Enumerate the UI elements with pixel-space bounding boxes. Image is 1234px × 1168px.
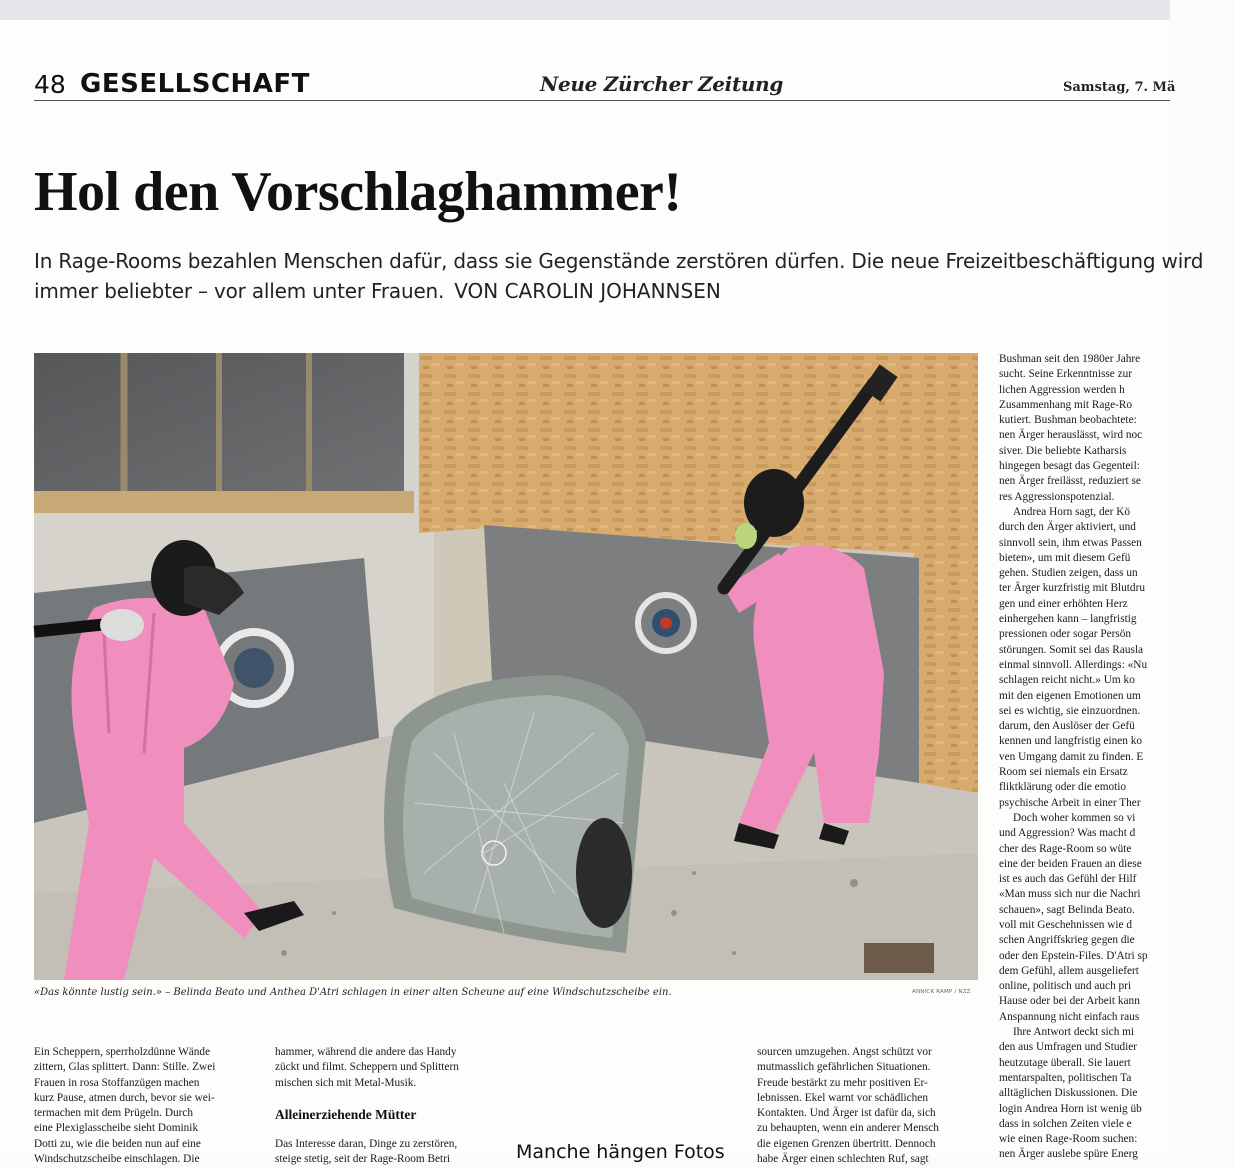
article-lead xyxy=(34,246,1234,306)
text-line: Windschutzscheibe einschlagen. Die xyxy=(34,1153,200,1166)
text-line: heutzutage überall. Sie lauert xyxy=(999,1056,1131,1069)
text-line: login Andrea Horn ist wenig üb xyxy=(999,1102,1142,1115)
text-line: mentarspalten, politischen Ta xyxy=(999,1071,1132,1084)
text-line: nen Ärger herauslässt, wird noc xyxy=(999,429,1143,442)
text-line: Zusammenhang mit Rage-Ro xyxy=(999,398,1133,411)
text-line: alltäglichen Diskussionen. Die xyxy=(999,1087,1138,1100)
text-line: kutiert. Bushman beobachtete: xyxy=(999,414,1137,427)
newspaper-masthead: Neue Zürcher Zeitung xyxy=(540,72,784,96)
text-line: oder den Epstein-Files. D'Atri sp xyxy=(999,949,1148,962)
text-line: voll mit Geschehnissen wie d xyxy=(999,918,1133,931)
text-line: den aus Umfragen und Studier xyxy=(999,1041,1138,1054)
column-2-continued xyxy=(275,1137,457,1168)
byline: VON CAROLIN JOHANNSEN xyxy=(454,279,721,303)
photo-caption: «Das könnte lustig sein.» – Belinda Beato und Anthea D'Atri schlagen in einer alten Scheune auf eine Windschutzscheibe ein. xyxy=(34,987,672,998)
text-line: Das Interesse daran, Dinge zu zerstören, xyxy=(275,1138,458,1150)
text-line: pressionen oder sogar Persön xyxy=(999,628,1132,641)
top-strip xyxy=(0,0,1170,20)
text-line: nen Ärger auslebe spüre Energ xyxy=(999,1148,1138,1161)
tyre xyxy=(576,818,632,928)
section-title: GESELLSCHAFT xyxy=(80,69,310,99)
text-line: mit den eigenen Emotionen um xyxy=(999,689,1141,702)
pull-quote: Manche hängen Fotos xyxy=(516,1141,725,1163)
rage-room-photo xyxy=(34,353,978,980)
text-line: kurz Pause, atmen durch, bevor sie wei- xyxy=(34,1091,215,1104)
text-line: ven Umgang damit zu finden. E xyxy=(999,750,1144,763)
text-line: und Aggression? Was macht d xyxy=(999,827,1136,840)
text-line: Ein Scheppern, sperrholzdünne Wände xyxy=(34,1046,211,1058)
text-line: hammer, während die andere das Handy xyxy=(275,1046,457,1058)
text-line: gen und einer erhöhten Herz xyxy=(999,597,1128,610)
text-line: durch den Ärger aktiviert, und xyxy=(999,521,1136,534)
text-line: Room sei niemals ein Ersatz xyxy=(999,766,1128,779)
text-line: mischen sich mit Metal-Musik. xyxy=(275,1076,417,1089)
text-line: schen Angriffskrieg gegen die xyxy=(999,934,1135,947)
text-line: online, politisch und auch pri xyxy=(999,980,1132,993)
text-line: störungen. Somit sei das Rausla xyxy=(999,643,1144,656)
right-column xyxy=(999,352,1199,1163)
text-line: schauen», sagt Belinda Beato. xyxy=(999,903,1135,916)
article-photo xyxy=(34,353,978,980)
text-line: Dotti zu, wie die beiden nun auf eine xyxy=(34,1137,201,1150)
text-line: Hause oder bei der Arbeit kann xyxy=(999,995,1140,1008)
text-line: Kontakten. Und Ärger ist dafür da, sich xyxy=(757,1107,936,1120)
text-line: eine Plexiglasscheibe sieht Dominik xyxy=(34,1122,199,1135)
text-line: sei es wichtig, sie einzuordnen. xyxy=(999,704,1141,717)
text-line: einhergehen kann – langfristig xyxy=(999,613,1137,626)
text-line: schlagen reicht nicht.» Um ko xyxy=(999,674,1135,687)
text-line: termachen mit dem Prügeln. Durch xyxy=(34,1107,194,1120)
text-line: Freude bestärkt zu mehr positiven Er- xyxy=(757,1076,928,1089)
text-line: habe Ärger einen schlechten Ruf, sagt xyxy=(757,1153,929,1166)
text-line: cher des Rage-Room so wüte xyxy=(999,842,1132,855)
text-line: Frauen in rosa Stoffanzügen machen xyxy=(34,1076,200,1089)
text-line: kennen und langfristig einen ko xyxy=(999,735,1143,748)
text-line: wie einen Rage-Room suchen: xyxy=(999,1133,1138,1146)
text-line: Andrea Horn sagt, der Kö xyxy=(1013,505,1131,518)
text-line: mutmasslich gefährlichen Situationen. xyxy=(757,1061,931,1074)
header-rule xyxy=(34,100,1170,101)
text-line: res Aggressionspotenzial. xyxy=(999,490,1115,503)
text-line: ter Ärger kurzfristig mit Blutdru xyxy=(999,582,1145,595)
column-2 xyxy=(275,1045,497,1091)
photo-credit: ANNICK RAMP / NZZ xyxy=(912,989,971,995)
text-line: gehen. Studien zeigen, dass un xyxy=(999,567,1138,580)
text-line: hingegen besagt das Gegenteil: xyxy=(999,460,1140,473)
text-line: Ihre Antwort deckt sich mi xyxy=(1013,1026,1135,1039)
text-line: Anspannung nicht einfach raus xyxy=(999,1010,1140,1023)
text-line: dem Gefühl, allem ausgeliefert xyxy=(999,964,1139,977)
text-line: siver. Die beliebte Katharsis xyxy=(999,444,1127,457)
text-line: steige stetig, seit der Rage-Room Betri xyxy=(275,1153,451,1166)
text-line: zittern, Glas splittert. Dann: Stille. Zwei xyxy=(34,1061,216,1074)
text-line: sucht. Seine Erkenntnisse zur xyxy=(999,368,1133,381)
text-line: die eigenen Grenzen übertritt. Dennoch xyxy=(757,1137,936,1150)
text-line: eine der beiden Frauen an diese xyxy=(999,857,1142,870)
text-line: Bushman seit den 1980er Jahre xyxy=(999,353,1141,365)
text-line: sourcen umzugehen. Angst schützt vor xyxy=(757,1046,932,1058)
text-line: fliktklärung oder die emotio xyxy=(999,781,1127,794)
text-line: darum, den Auslöser der Gefü xyxy=(999,720,1135,733)
text-line: dass in solchen Zeiten viele e xyxy=(999,1117,1132,1130)
text-line: «Man muss sich nur die Nachri xyxy=(999,888,1141,901)
newspaper-page xyxy=(0,20,1204,1166)
text-line: nen Ärger freilässt, reduziert se xyxy=(999,475,1141,488)
text-line: psychische Arbeit in einer Ther xyxy=(999,796,1141,809)
issue-date: Samstag, 7. Mä xyxy=(1063,80,1176,95)
text-line: bieten», um mit diesem Gefü xyxy=(999,551,1131,564)
subheading: Alleinerziehende Mütter xyxy=(275,1107,417,1122)
text-line: lichen Aggression werden h xyxy=(999,383,1125,396)
text-line: ist es auch das Gefühl der Hilf xyxy=(999,873,1137,886)
text-line: sinnvoll sein, ihm etwas Passen xyxy=(999,536,1142,549)
text-line: einmal sinnvoll. Allerdings: «Nu xyxy=(999,658,1148,671)
article-headline: Hol den Vorschlaghammer! xyxy=(34,161,682,223)
text-line: zu behaupten, wenn ein anderer Mensch xyxy=(757,1122,939,1135)
text-line: Doch woher kommen so vi xyxy=(1013,811,1136,824)
lead-text: In Rage-Rooms bezahlen Menschen dafür, dass sie Gegenstände zerstören dürfen. Die neue Freizeitbeschäftigung wird immer beliebter – vor allem unter Frauen. xyxy=(34,249,1204,303)
page-number: 48 xyxy=(34,70,66,99)
column-1 xyxy=(34,1045,256,1167)
column-3 xyxy=(757,1045,979,1167)
text-line: lebnissen. Ekel warnt vor schädlichen xyxy=(757,1091,928,1104)
text-line: zückt und filmt. Scheppern und Splittern xyxy=(275,1061,459,1074)
